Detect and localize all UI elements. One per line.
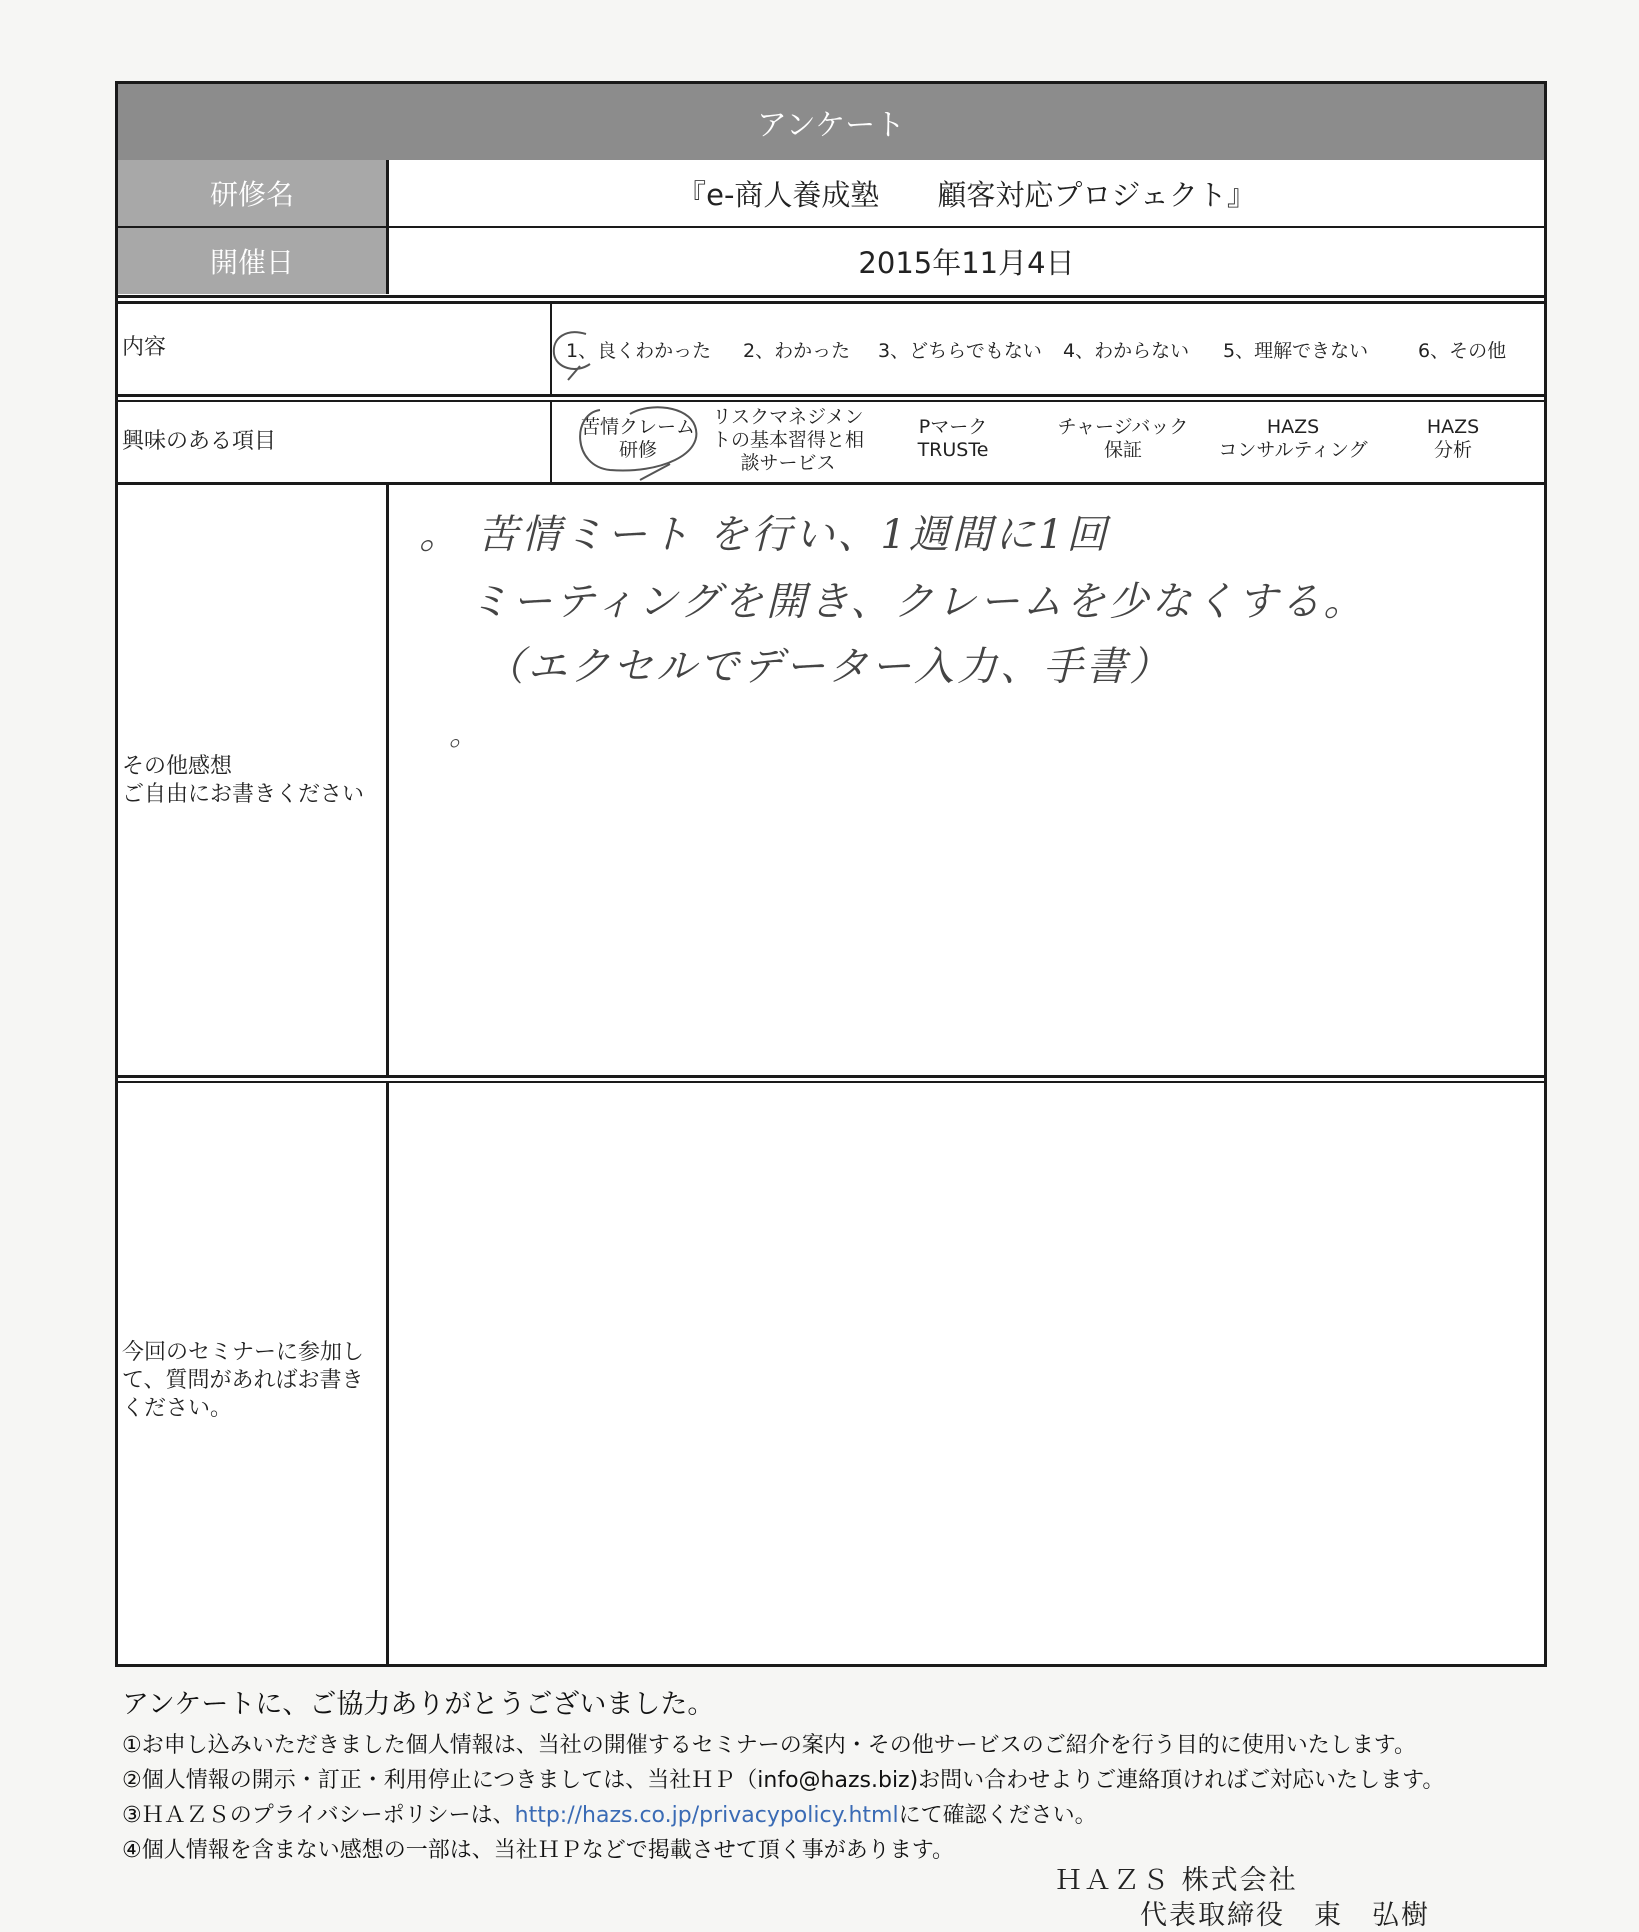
handwritten-line: 。 [449, 718, 482, 753]
content-option[interactable]: 2、わかった [743, 340, 851, 362]
survey-form [115, 81, 1547, 1667]
content-option[interactable]: 5、理解できない [1223, 340, 1369, 362]
questions-area[interactable] [389, 1083, 1544, 1667]
course-label: 研修名 [118, 160, 386, 226]
comments-label: その他感想 ご自由にお書きください [122, 754, 365, 807]
date-value: 2015年11月4日 [386, 228, 1544, 294]
interest-item[interactable]: 苦情クレーム 研修 [580, 416, 695, 461]
privacy-note: ③ＨＡＺＳのプライバシーポリシーは、http://hazs.co.jp/privacypolicy.htmlにて確認ください。 [122, 1803, 1097, 1828]
content-option[interactable]: 3、どちらでもない [878, 340, 1042, 362]
divider [118, 1075, 1544, 1078]
questions-label: 今回のセミナーに参加し て、質問があればお書き ください。 [122, 1340, 365, 1421]
date-row [118, 228, 1544, 294]
interest-item[interactable]: HAZS 分析 [1426, 416, 1480, 461]
interest-item[interactable]: Pマーク TRUSTe [917, 416, 989, 461]
handwritten-line: 。 苦情ミート を行い、1週間に1回 [419, 512, 1110, 558]
company-name: ＨＡＺＳ 株式会社 [1055, 1865, 1298, 1896]
comments-row [118, 485, 1544, 1075]
signature: 代表取締役 東 弘樹 [1140, 1900, 1430, 1931]
interest-label: 興味のある項目 [122, 429, 277, 454]
handwritten-line: （エクセルでデーター入力、手書） [484, 644, 1172, 690]
content-row [118, 304, 1544, 394]
thanks-text: アンケートに、ご協力ありがとうございました。 [122, 1689, 715, 1720]
interest-row [118, 402, 1544, 482]
form-title: アンケート [118, 84, 1544, 160]
content-option[interactable]: 4、わからない [1063, 340, 1190, 362]
interest-item[interactable]: リスクマネジメン トの基本習得と相 談サービス [711, 406, 864, 474]
privacy-note: ②個人情報の開示・訂正・利用停止につきましては、当社ＨＰ（info@hazs.biz)お問い合わせよりご連絡頂ければご対応いたします。 [122, 1768, 1445, 1793]
privacy-policy-link[interactable]: http://hazs.co.jp/privacypolicy.html [514, 1803, 899, 1828]
handwritten-line: ミーティングを開き、クレームを少なくする。 [469, 579, 1367, 625]
interest-item[interactable]: HAZS コンサルティング [1218, 416, 1368, 461]
privacy-note: ④個人情報を含まない感想の一部は、当社ＨＰなどで掲載させて頂く事があります。 [122, 1838, 954, 1863]
selection-circle-icon [546, 326, 616, 381]
course-value: 『e-商人養成塾 顧客対応プロジェクト』 [386, 160, 1544, 226]
questions-row [118, 1083, 1544, 1667]
course-row [118, 160, 1544, 226]
content-option[interactable]: 6、その他 [1418, 340, 1507, 362]
divider [550, 402, 552, 482]
date-label: 開催日 [118, 228, 386, 294]
privacy-note: ①お申し込みいただきました個人情報は、当社の開催するセミナーの案内・その他サービスのご紹介を行う目的に使用いたします。 [122, 1733, 1416, 1758]
selection-circle-icon [570, 404, 725, 484]
content-label: 内容 [122, 335, 167, 360]
divider [118, 295, 1544, 298]
content-options [558, 336, 1538, 366]
comments-area[interactable] [389, 485, 1544, 1075]
divider [118, 394, 1544, 397]
interest-item[interactable]: チャージバック 保証 [1057, 416, 1189, 461]
content-option[interactable]: 1、良くわかった [566, 340, 712, 362]
